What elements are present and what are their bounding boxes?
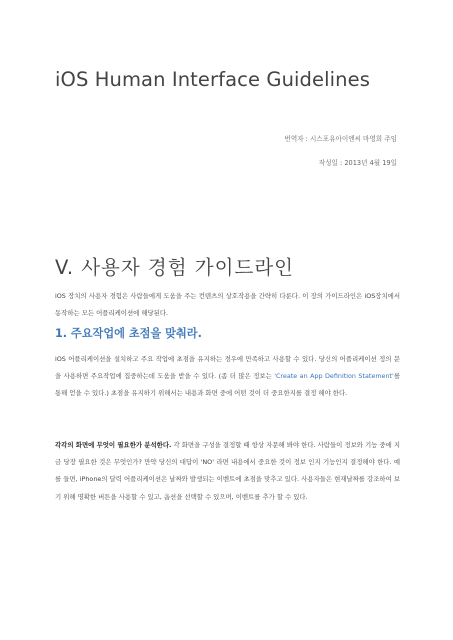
written-date: 작성일 : 2013년 4월 19일 [318,159,397,167]
paragraph-text: iOS 어플리케이션을 설치하고 주요 작업에 초점을 유지하는 경우에 만족하고 사용할 수 있다. 당신의 어플리케이션 정의 문을 사용하면 주요작업에 집중하는데 도움을 받을 수 있다. (좀 더 많은 정보는 [55,355,400,381]
reference-link[interactable]: 'Create an App Definition Statement' [274,372,394,381]
paragraph-text: 각 화면을 구성을 결정할 때 항상 자문해 봐야 한다. 사람들이 정보와 기능 중에 지금 당장 필요한 것은 무엇인가? 만약 당신의 대답이 'NO' 라면 내용에서 중요한 것이 정보 인지 기능인지 결정해야 한다. 예를 들면, iPhone의 달력 어플리케이션은 날짜와 발생되는 이벤트에 초점을 맞추고 있다. 사용자들은 현재날짜를 강조하여 보기 위해 명확한 버튼을 사용할 수 있고, 옵션을 선택할 수 있으며, 이벤트를 추가 할 수 있다. [55,441,400,501]
paragraph-lead: 각각의 화면에 무엇이 필요한가 분석한다. [55,441,172,449]
section-heading: 1. 주요작업에 초점을 맞춰라. [55,327,202,340]
intro-paragraph: iOS 장치의 사용자 경험은 사람들에게 도움을 주는 컨텐츠의 상호작용을 간략히 다룬다. 이 장의 가이드라인은 iOS장치에서 동작하는 모든 어플리케이션에 해당된다. [55,292,400,318]
translator-credit: 번역자 : 시스포유아이엔씨 마영희 주임 [284,135,397,143]
section-paragraph-2 [55,437,400,506]
chapter-title: V. 사용자 경험 가이드라인 [55,256,294,279]
section-paragraph-1 [55,351,400,403]
paragraph-text: 를 통해 얻을 수 있다.) 초점을 유지하기 위해서는 내용과 화면 중에 어떤 것이 더 중요한지를 결정 해야 한다. [55,372,400,398]
document-title: iOS Human Interface Guidelines [55,68,370,91]
